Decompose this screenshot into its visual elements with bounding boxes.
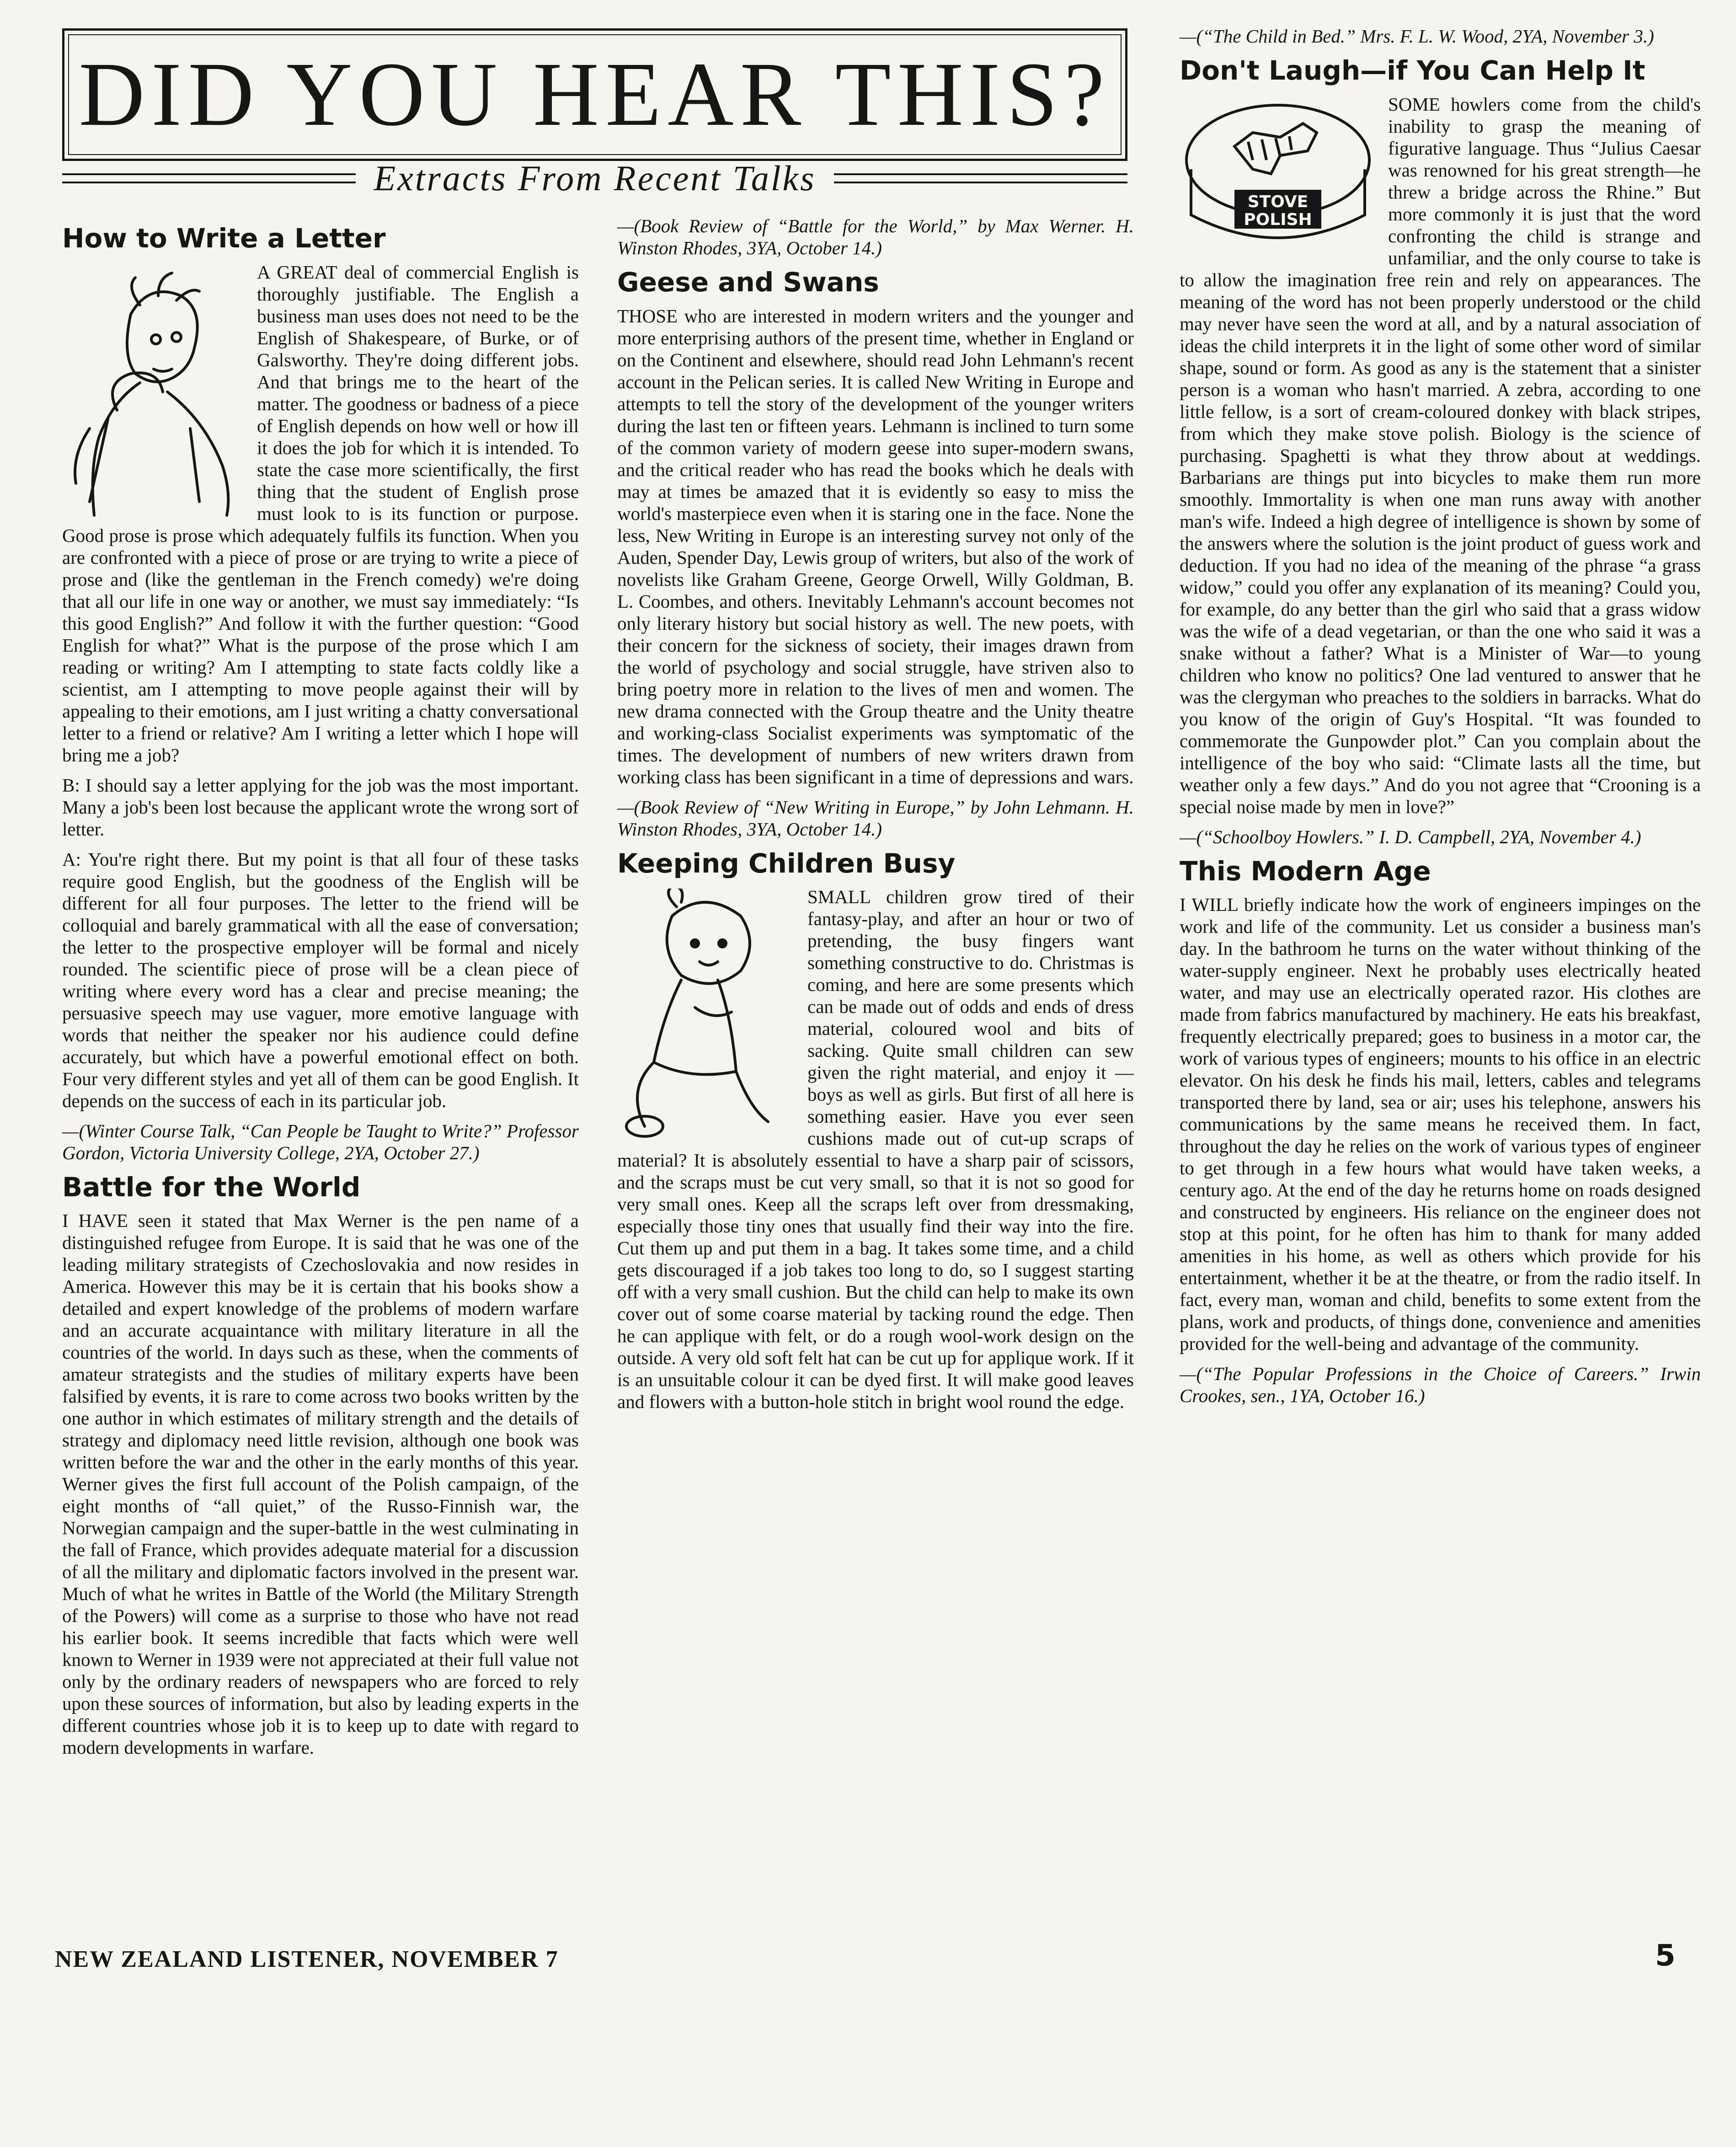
article-credit: —(“Schoolboy Howlers.” I. D. Campbell, 2YA, November 4.) [1180, 826, 1641, 847]
column-1 [62, 215, 579, 1767]
article-letter [62, 261, 579, 1164]
article-credit: —(Book Review of “New Writing in Europe,” by John Lehmann. H. Winston Rhodes, 3YA, October 14.) [617, 796, 1134, 840]
article-credit: —(Book Review of “Battle for the World,” by Max Werner. H. Winston Rhodes, 3YA, October 14.) [617, 215, 1134, 258]
article-letter-text: A GREAT deal of commercial English is thoroughly justifiable. The English a business man uses does not need to be the English of Shakespeare, of Burke, or of Galsworthy. They're doing different jobs. And that brings me to the heart of the matter. The goodness or badness of a piece of English depends on how well or how ill it does the job for which it is intended. To state the case more scientifically, the first thing that the student of English prose must look to is its function or purpose. Good prose is prose which adequately fulfils its function. When you are confronted with a piece of prose or are trying to write a piece of prose and (like the gentleman in the French comedy) we're doing that all our life in one way or another, we must say immediately: “Is this good English?” And follow it with the further question: “Good English for what?” What is the purpose of the prose which I am reading or writing? Am I attempting to state facts coldly like a scientist, am I attempting to move people against their will by appealing to their emotions, am I just writing a chatty conversational letter to a friend or relative? Am I writing a letter which I hope will bring me a job? [62, 261, 579, 766]
headline-laugh: Don't Laugh—if You Can Help It [1180, 55, 1645, 86]
tin-label-stove: STOVE [1247, 192, 1309, 211]
masthead-box [62, 28, 1127, 161]
article-modern-text: I WILL briefly indicate how the work of engineers impinges on the work and life of the community. Let us consider a business man's day. In the bathroom he turns on the water without thinking of the water-supply engineer. Next he probably uses electrically heated water, and may use an electrically operated razor. His clothes are made from fabrics manufactured by machinery. He eats his breakfast, frequently electrically prepared; goes to business in a motor car, the work of various types of engineers; mounts to his office in an electric elevator. On his desk he finds his mail, letters, cables and telegrams transported there by land, sea or air; uses his telephone, answers his communications by the same means he received them. In fact, throughout the day he relies on the work of various types of engineer to get through in a few hours what would have taken weeks, a century ago. At the end of the day he returns home on roads designed and constructed by engineers. His reliance on the engineer does not stop at this point, for he often has him to thank for many added amenities in his home, as well as others which provide for his entertainment, whether it be at the theatre, or from the radio itself. In fact, every man, woman and child, benefits to some extent from the plans, work and products, of things done, convenience and amenities provided for the well-being and advantage of the community. [1180, 894, 1701, 1355]
page-title: DID YOU HEAR THIS? [79, 44, 1111, 145]
article-credit: —(“The Popular Professions in the Choice of Careers.” Irwin Crookes, sen., 1YA, October 16.) [1180, 1363, 1701, 1407]
headline-modern: This Modern Age [1180, 855, 1431, 887]
tin-label-polish: POLISH [1244, 210, 1312, 229]
zebra-tin-icon [1180, 96, 1376, 252]
thinking-man-illustration [62, 264, 245, 520]
article-battle-text: I HAVE seen it stated that Max Werner is the pen name of a distinguished refugee from Europe. It is said that he was one of the leading military strategists of Czechoslovakia and now resides in America. However this may be it is certain that his books show a detailed and expert knowledge of the problems of modern warfare and an accurate acquaintance with military literature in all the countries of the world. In days such as these, when the comments of amateur strategists and the studies of military experts have been falsified by events, it is rare to come across two books written by the one author in which estimates of military strength and the details of strategy and diplomacy need little revision, although one book was written before the war and the other in the early months of this year. Werner gives the first full account of the Polish campaign, of the eight months of “all quiet,” of the Russo-Finnish war, the Norwegian campaign and the super-battle in the west culminating in the fall of France, which provides adequate material for a discussion of all the military and diplomatic factors involved in the present war. Much of what he writes in Battle of the World (the Military Strength of the Powers) will come as a surprise to those who have not read his earlier book. It seems incredible that facts which were well known to Werner in 1939 were not appreciated at their full value not only by the ordinary readers of newspapers who are forced to rely upon these sources of information, but also by leading experts in the different countries whose job it is to keep up to date with regard to modern developments in warfare. [62, 1210, 579, 1758]
headline-geese: Geese and Swans [617, 267, 879, 298]
footer-publication: NEW ZEALAND LISTENER, NOVEMBER 7 [55, 1946, 559, 1972]
article-letter-text: B: I should say a letter applying for the job was the most important. Many a job's been lost because the applicant wrote the wrong sort of letter. [62, 774, 579, 840]
article-credit: —(“The Child in Bed.” Mrs. F. L. W. Wood, 2YA, November 3.) [1180, 26, 1654, 47]
headline-letter: How to Write a Letter [62, 223, 386, 254]
headline-children: Keeping Children Busy [617, 847, 956, 879]
page-number: 5 [1655, 1939, 1676, 1973]
article-children [617, 886, 1134, 1413]
stove-polish-illustration [1180, 96, 1376, 254]
article-laugh [1180, 93, 1701, 848]
article-children-text: SMALL children grow tired of their fantasy-play, and after an hour or two of pretending, the busy fingers want something constructive to do. Christmas is coming, and here are some presents which can be made out of odds and ends of dress material, coloured wool and bits of sacking. Quite small children can sew given the right material, and enjoy it — boys as well as girls. But first of all here is something easier. Have you ever seen cushions made out of cut-up scraps of material? It is absolutely essential to have a sharp pair of scissors, and the scraps must be cut very small, so that it is not so good for very small ones. Keep all the scraps left over from dressmaking, especially those tiny ones that usually find their way into the fire. Cut them up and put them in a bag. It takes some time, and a child gets discouraged if a job takes too long to do, so I suggest starting off with a very small cushion. But the child can help to make its own cover out of some coarse material by tacking round the edge. Then he can applique with felt, or do a rough wool-work design on the outside. A very old soft felt hat can be cut up for applique work. If it is an unsuitable colour it can be dyed first. It will make good leaves and flowers with a button-hole stitch in bright wool round the edge. [617, 886, 1134, 1413]
column-2 [617, 215, 1134, 1421]
page-subtitle: Extracts From Recent Talks [374, 158, 816, 198]
subtitle-row [62, 153, 1127, 203]
child-sewing-illustration [617, 889, 796, 1145]
headline-battle: Battle for the World [62, 1171, 361, 1203]
article-geese-text: THOSE who are interested in modern writers and the younger and more enterprising authors of the present time, whether in England or on the Continent and elsewhere, should read John Lehmann's recent account in the Pelican series. It is called New Writing in Europe and attempts to tell the story of the development of the younger writers during the last ten or fifteen years. Lehmann is inclined to turn some of the common variety of modern geese into super-modern swans, and the critical reader who has read the books which he deals with may at times be amazed that it is evidently so easy to miss the world's masterpiece even when it is staring one in the face. None the less, New Writing in Europe is an interesting survey not only of the Auden, Spender Day, Lewis group of writers, but also of the work of novelists like Graham Greene, George Orwell, Willy Goldman, B. L. Coombes, and others. Inevitably Lehmann's account becomes not only literary history but social history as well. The new poets, with their concern for the sickness of society, their images drawn from the world of psychology and social struggle, have striven also to bring poetry more in relation to the lives of men and women. The new drama connected with the Group theatre and the Unity theatre and working-class Socialist experiments was symptomatic of the times. The development of numbers of new writers drawn from working class has been significant in a time of depressions and wars. [617, 305, 1134, 787]
article-laugh-text: SOME howlers come from the child's inability to grasp the meaning of figurative language. Thus “Julius Caesar was renowned for his great strength—he threw a bridge across the Rhine.” But more commonly it is just that the word confronting the child is strange and unfamiliar, and the only course to take is to allow the imagination free rein and rely on appearances. The meaning of the word has not been properly understood or the child may never have seen the word at all, and by a natural association of ideas the child interprets it in the light of some other word of similar shape, sound or form. As good as any is the statement that a sinister person is a woman who hasn't married. A zebra, according to one little fellow, is a sort of cream-coloured donkey with black stripes, from which they make stove polish. Biology is the science of purchasing. Spaghetti is what they throw about at weddings. Barbarians are things put into bicycles to make them run more smoothly. Immortality is when one man runs away with another man's wife. Indeed a high degree of intelligence is shown by some of the answers where the solution is the joint product of guess work and deduction. If you had no idea of the meaning of the phrase “a grass widow,” could you offer any explanation of its meaning? Could you, for example, do any better than the girl who said that a grass widow was the wife of a dead vegetarian, or than the one who said it was a snake without a father? What is a Minister of War—to young children who know no politics? One lad ventured to answer that he was the clergyman who preaches to the soldiers in barracks. What do you know of the origin of Guy's Hospital. “It was founded to commemorate the Gunpowder plot.” Can you complain about the intelligence of the boy who said: “Climate lasts all the time, but weather only a few days.” And do you not agree that “Crooning is a special noise made by men in love?” [1180, 93, 1701, 817]
divider [834, 173, 1127, 183]
article-letter-text: A: You're right there. But my point is that all four of these tasks require good English, but the goodness of the English will be different for all four purposes. The letter to the friend will be colloquial and barely grammatical with all the ease of conversation; the letter to the prospective employer will be formal and nicely rounded. The scientific piece of prose will be a clean piece of writing where every word has a clear and precise meaning; the persuasive speech may use vaguer, more emotive language with words that neither the speaker nor his audience could define accurately, but which have a powerful emotional effect on both. Four very different styles and yet all of them can be good English. It depends on the success of each in its particular job. [62, 848, 579, 1111]
article-credit: —(Winter Course Talk, “Can People be Taught to Write?” Professor Gordon, Victoria University College, 2YA, October 27.) [62, 1120, 579, 1163]
divider [62, 173, 356, 183]
column-3 [1180, 25, 1701, 1415]
